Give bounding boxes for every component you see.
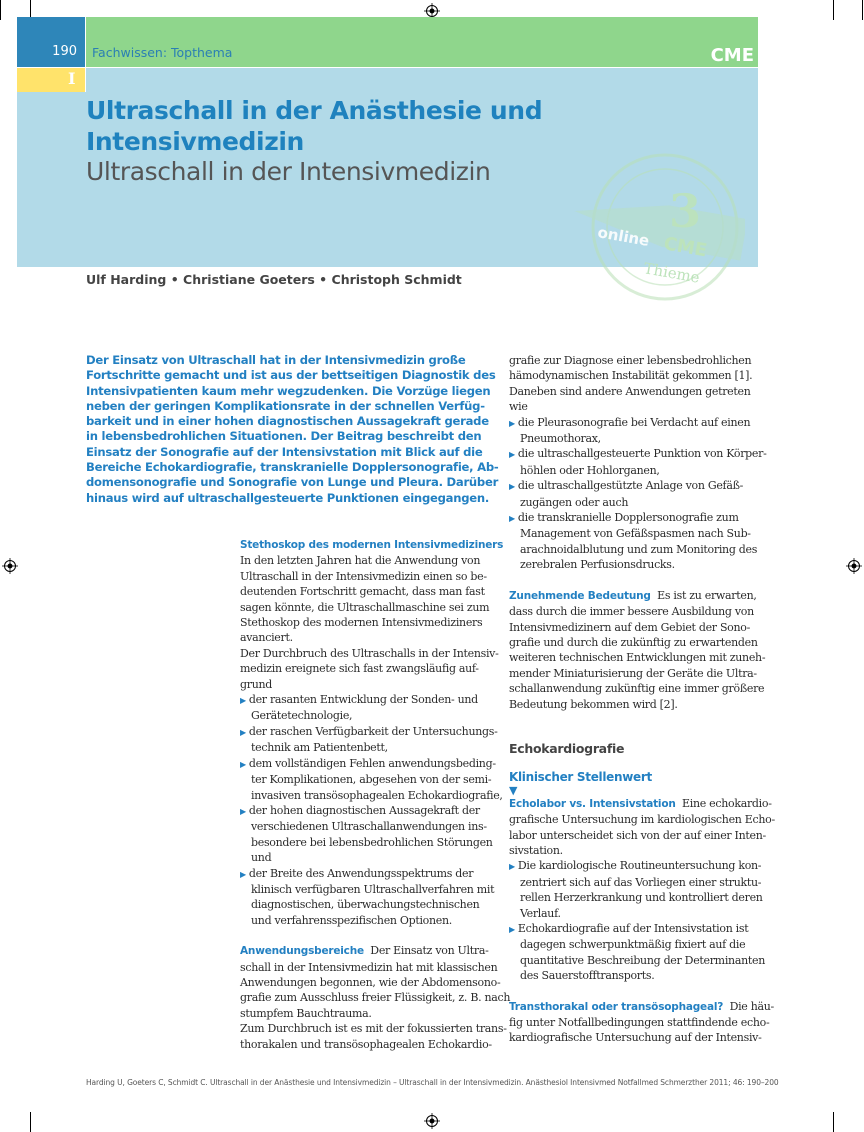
body-line: Zum Durchbruch ist es mit der fokussierten trans- <box>240 1022 507 1036</box>
abstract <box>86 353 499 506</box>
section-heading-echokardiografie: Echokardiografie <box>509 740 625 756</box>
body-line: deutenden Fortschritt gemacht, dass man fast <box>240 585 485 599</box>
article-title-line-1: Ultraschall in der Anästhesie und <box>86 96 543 125</box>
cme-badge: CME <box>710 45 754 66</box>
cme-seal-online: online <box>596 223 651 250</box>
body-text: Die häu- <box>729 999 774 1013</box>
paragraph-echolabor-start <box>509 796 772 812</box>
bullet-arrow-icon: ▶ <box>240 869 246 879</box>
bullet-text: Pneumothorax, <box>520 432 601 446</box>
crop-mark-bottom-left <box>30 1112 31 1132</box>
body-line: weiteren technischen Entwicklungen mit zuneh- <box>509 651 766 665</box>
bullet-item <box>509 510 759 526</box>
cme-seal-publisher: Thieme <box>642 259 702 287</box>
body-line: grund <box>240 677 273 691</box>
bullet-text: der hohen diagnostischen Aussagekraft der <box>248 803 480 817</box>
title-panel-top <box>86 68 758 92</box>
bullet-text: rellen Herzerkrankung und kontrolliert deren <box>520 891 763 905</box>
body-line: kardiografische Untersuchung auf der Intensiv- <box>509 1031 762 1045</box>
bullet-arrow-icon: ▶ <box>509 925 515 934</box>
body-line: grafie zum Ausschluss freier Flüssigkeit, z. B. nach <box>240 991 511 1005</box>
bullet-text: dem vollständigen Fehlen anwendungsbeding- <box>248 756 496 770</box>
paragraph-anwendung-start <box>240 943 490 959</box>
bullet-text: Gerätetechnologie, <box>251 709 353 723</box>
bullet-item <box>509 921 759 937</box>
body-text: Der Einsatz von Ultra- <box>370 944 489 958</box>
crop-mark-top-left <box>0 0 1 20</box>
citation-footer: Harding U, Goeters C, Schmidt C. Ultraschall in der Anästhesie und Intensivmedizin – Ultraschall in der Intensivmedizin. Anästhesiol Intensivmed Notfallmed Schmerzther 2011; 46: 190–200 <box>86 1078 779 1087</box>
body-line: Stethoskop des modernen Intensivmediziners <box>240 616 483 630</box>
bullet-item <box>240 756 496 772</box>
crop-mark-top-right <box>833 0 834 20</box>
bullet-text: Verlauf. <box>520 906 561 920</box>
middle-column <box>240 538 511 1052</box>
bullet-text: verschiedenen Ultraschallanwendungen ins- <box>251 820 487 834</box>
body-line <box>240 553 490 568</box>
body-line: Ultraschall in der Intensivmedizin einen so be- <box>240 569 487 583</box>
bullet-text: arachnoidalblutung und zum Monitoring des <box>520 542 758 556</box>
body-line: Der Durchbruch des Ultraschalls in der Intensiv- <box>240 646 499 660</box>
body-line: sagen könnte, die Ultraschallmaschine sei zum <box>240 600 490 614</box>
abstract-line: Einsatz der Sonografie auf der Intensivstation mit Blick auf die <box>86 444 483 459</box>
bullet-arrow-icon: ▶ <box>240 759 246 769</box>
body-line: medizin ereignete sich fast zwangsläufig auf- <box>240 662 479 676</box>
bullet-text: höhlen oder Hohlorganen, <box>520 463 660 477</box>
bullet-text: Echokardiografie auf der Intensivstation ist <box>517 922 749 935</box>
bullet-text: zugängen oder auch <box>520 495 629 509</box>
bullet-text: die ultraschallgesteuerte Punktion von Körper- <box>517 447 767 461</box>
page-number-block <box>17 17 85 67</box>
registration-mark-left-icon <box>2 558 18 574</box>
body-line: Bedeutung bekommen wird [2]. <box>509 697 678 711</box>
bullet-text: der Breite des Anwendungsspektrums der <box>248 866 474 880</box>
bullet-item <box>509 415 759 431</box>
bullet-text: die transkranielle Dopplersonografie zum <box>517 511 739 525</box>
body-line: grafische Untersuchung im kardiologischen Echo- <box>509 813 775 827</box>
body-line: avanciert. <box>240 631 293 645</box>
body-line: labor unterscheidet sich von der auf einer Inten- <box>509 828 766 842</box>
bullet-text: und verfahrensspezifischen Optionen. <box>251 913 452 927</box>
body-line: thorakalen und transösophagealen Echokardio- <box>240 1037 492 1051</box>
body-line: fig unter Notfallbedingungen stattfindende echo- <box>509 1016 770 1030</box>
chapter-tab-marker: I <box>68 69 76 88</box>
abstract-line: Intensivpatienten kaum mehr wegzudenken. Die Vorzüge liegen <box>86 383 491 398</box>
body-line: dass durch die immer bessere Ausbildung von <box>509 605 754 619</box>
bullet-text: invasiven transösophagealen Echokardiografie, <box>251 788 503 802</box>
bullet-text: diagnostischen, überwachungstechnischen <box>251 898 480 912</box>
right-column <box>509 353 775 1046</box>
body-text: Eine echokardio- <box>682 796 772 810</box>
body-line: schallanwendung zukünftig eine immer größere <box>509 682 765 696</box>
abstract-line: in lebensbedrohlichen Situationen. Der Beitrag beschreibt den <box>86 429 482 444</box>
bullet-arrow-icon: ▶ <box>240 727 246 737</box>
body-text: In den letzten Jahren hat die Anwendung von <box>240 554 481 568</box>
bullet-arrow-icon: ▶ <box>240 696 246 706</box>
spacer <box>509 984 759 999</box>
abstract-line: barkeit und in einer hohen diagnostischen Aussagekraft gerade <box>86 414 489 429</box>
body-line: stumpfem Bauchtrauma. <box>240 1006 372 1020</box>
body-line: sivstation. <box>509 843 563 857</box>
bullet-item <box>240 803 490 819</box>
bullet-arrow-icon: ▶ <box>509 862 515 872</box>
article-subtitle: Ultraschall in der Intensivmedizin <box>86 157 491 186</box>
section-label: Fachwissen: Topthema <box>92 45 233 60</box>
bullet-text: des Sauerstofftransports. <box>520 969 655 983</box>
bullet-text: die ultraschallgestützte Anlage von Gefäß- <box>517 479 744 493</box>
paragraph-transthorakal-start <box>509 999 774 1015</box>
bullet-item <box>509 478 759 494</box>
bullet-arrow-icon: ▶ <box>509 482 515 492</box>
spacer <box>240 928 490 943</box>
bullet-text: und <box>251 851 272 865</box>
expand-triangle-icon: ▼ <box>509 783 518 797</box>
crop-mark-top-right-v <box>862 0 863 20</box>
body-line: Anwendungen begonnen, wie der Abdomensono- <box>240 975 501 989</box>
bullet-item <box>509 858 762 874</box>
bullet-text: Die kardiologische Routineuntersuchung kon- <box>517 859 762 873</box>
bullet-item <box>240 692 490 708</box>
paragraph-bedeutung-start <box>509 588 759 604</box>
article-title-line-2: Intensivmedizin <box>86 127 304 156</box>
heading-stethoskop: Stethoskop des modernen Intensivmediziners <box>240 539 504 551</box>
bullet-arrow-icon: ▶ <box>509 514 515 524</box>
article-title <box>86 95 566 157</box>
bullet-text: klinisch verfügbaren Ultraschallverfahren mit <box>251 882 495 896</box>
body-line: wie <box>509 400 528 414</box>
body-line: schall in der Intensivmedizin hat mit klassischen <box>240 960 498 974</box>
bullet-item <box>509 446 767 462</box>
bullet-item <box>240 724 498 740</box>
spacer <box>509 573 759 588</box>
bullet-text: technik am Patientenbett, <box>251 741 388 755</box>
page-number: 190 <box>52 44 77 59</box>
bullet-text: dagegen schwerpunktmäßig fixiert auf die <box>520 938 746 952</box>
cme-seal-cme: CME <box>662 233 709 262</box>
bullet-text: zentriert sich auf das Vorliegen einer struktu- <box>520 875 762 889</box>
heading-transthorakal: Transthorakal oder transösophageal? <box>509 1000 724 1013</box>
body-line: Intensivmedizinern auf dem Gebiet der Sono- <box>509 620 751 634</box>
abstract-line: Bereiche Echokardiografie, transkranielle Dopplersonografie, Ab- <box>86 460 499 475</box>
body-line: grafie zur Diagnose einer lebensbedrohlichen <box>509 354 752 367</box>
body-line: grafie und durch die zukünftig zu erwartenden <box>509 635 758 649</box>
cme-seal-icon <box>565 145 745 310</box>
body-text: Es ist zu erwarten, <box>657 588 757 602</box>
subsection-heading-klinisch: Klinischer Stellenwert <box>509 770 652 785</box>
bullet-arrow-icon: ▶ <box>240 806 246 816</box>
cme-seal-number: 3 <box>668 184 702 238</box>
bullet-arrow-icon: ▶ <box>509 418 515 428</box>
registration-mark-right-icon <box>846 558 862 574</box>
heading-echolabor: Echolabor vs. Intensivstation <box>509 797 676 810</box>
body-line: mender Miniaturisierung der Geräte die Ultra- <box>509 666 757 680</box>
crop-mark-bottom-right <box>833 1112 834 1132</box>
abstract-line: domensonografie und Sonografie von Lunge und Pleura. Darüber <box>86 475 499 490</box>
abstract-line: Der Einsatz von Ultraschall hat in der Intensivmedizin große <box>86 353 466 367</box>
registration-mark-bottom-icon <box>424 1113 440 1129</box>
spacer <box>509 712 759 741</box>
abstract-line: hinaus wird auf ultraschallgesteuerte Punktionen eingegangen. <box>86 490 490 505</box>
abstract-line: neben der geringen Komplikationsrate in der schnellen Verfüg- <box>86 398 485 413</box>
bullet-item <box>240 866 490 882</box>
author-list: Ulf Harding • Christiane Goeters • Christoph Schmidt <box>86 272 462 287</box>
bullet-text: ter Komplikationen, abgesehen von der semi- <box>251 773 492 787</box>
bullet-text: Management von Gefäßspasmen nach Sub- <box>520 527 751 541</box>
bullet-text: der rasanten Entwicklung der Sonden- und <box>248 693 478 707</box>
bullet-text: die Pleurasonografie bei Verdacht auf einen <box>517 415 751 429</box>
heading-bedeutung: Zunehmende Bedeutung <box>509 589 651 602</box>
bullet-arrow-icon: ▶ <box>509 450 515 460</box>
bullet-text: zerebralen Perfusionsdrucks. <box>520 558 675 572</box>
bullet-text: quantitative Beschreibung der Determinanten <box>520 953 765 967</box>
heading-anwendung: Anwendungsbereiche <box>240 945 364 958</box>
spacer <box>509 756 759 770</box>
bullet-text: der raschen Verfügbarkeit der Untersuchungs- <box>248 724 498 738</box>
abstract-line: Fortschritte gemacht und ist aus der bettseitigen Diagnostik des <box>86 368 496 383</box>
bullet-text: besondere bei lebensbedrohlichen Störungen <box>251 835 493 849</box>
body-line: hämodynamischen Instabilität gekommen [1]. <box>509 369 753 383</box>
body-line: Daneben sind andere Anwendungen getreten <box>509 384 751 398</box>
